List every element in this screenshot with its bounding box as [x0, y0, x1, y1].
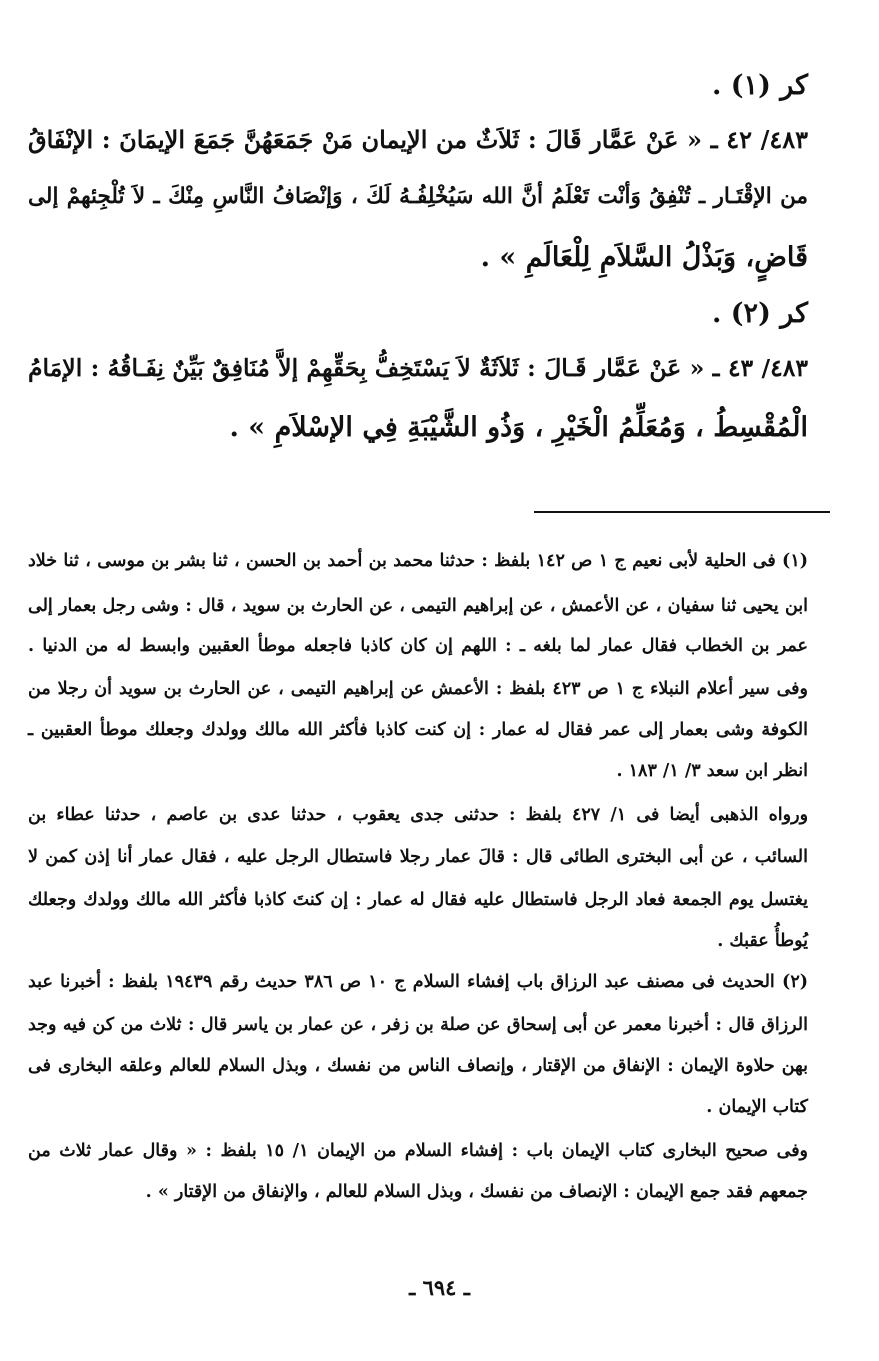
footnote-1-line-7: ورواه الذهبى أيضا فى ١/ ٤٢٧ بلفظ : حدثنى جدى يعقوب ، حدثنا عدى بن عاصم ، حدثنا عطاء بن: [28, 805, 809, 825]
footnote-divider: [534, 511, 830, 513]
footnote-1-line-3: عمر بن الخطاب فقال عمار لما بلغه ـ : اللهم إن كان كاذبا فاجعله موطأ العقبين وابسط له من الدنيا .: [28, 636, 808, 656]
hadith-483-43-line-1: ٤٨٣/ ٤٣ ـ « عَنْ عَمَّار قَـالَ : ثَلاَثَةٌ لاَ يَسْتَخِفُّ بِحَقِّهِمْ إلاَّ مُنَافِقٌ بَيِّنٌ نِفَـاقُهُ : الإمَامُ: [28, 354, 809, 382]
source-note-1: كر (١) .: [711, 70, 808, 101]
hadith-483-42-line-2: من الإقْتَـار ـ تُنْفِقُ وَأنْت تَعْلَمُ أنَّ الله سَيُخْلِفُـهُ لَكَ ، وَإنْصَافُ النَّاسِ مِنْكَ ـ لاَ تُلْجِئهمْ إلى: [28, 184, 808, 209]
footnote-2-line-5: وفى صحيح البخارى كتاب الإيمان باب : إفشاء السلام من الإيمان ١/ ١٥ بلفظ : « وقال عمار ثلاث من: [28, 1141, 809, 1161]
footnote-1-line-9: يغتسل يوم الجمعة فعاد الرجل فاستطال عليه فقال له عمار : إن كنتَ كاذبا فأكثر الله مالك وولدك وجعلك: [28, 890, 808, 910]
footnote-2-line-6: جمعهم فقد جمع الإيمان : الإنصاف من نفسك ، وبذل السلام للعالم ، والإنفاق من الإقتار » .: [145, 1182, 808, 1202]
footnote-2-line-3: بهن حلاوة الإيمان : الإنفاق من الإقتار ، وإنصاف الناس من نفسك ، وبذل السلام للعالم وعلقه البخارى فى: [28, 1056, 808, 1076]
footnote-1-line-10: يُوطأُ عقبك .: [717, 931, 808, 951]
page-number: ـ ٦٩٤ ـ: [409, 1275, 470, 1300]
source-note-2: كر (٢) .: [711, 298, 808, 329]
document-page: [28, 0, 808, 1361]
footnote-1-line-4: وفى سير أعلام النبلاء ج ١ ص ٤٢٣ بلفظ : الأعمش عن إبراهيم التيمى ، عن الحارث بن سويد أن رجلا من: [28, 679, 808, 699]
footnote-1-line-1: (١) فى الحلية لأبى نعيم ج ١ ص ١٤٢ بلفظ : حدثنا محمد بن أحمد بن الحسن ، ثنا بشر بن موسى ، ثنا خلاد: [28, 551, 808, 571]
footnote-2-line-2: الرزاق قال : أخبرنا معمر عن أبى إسحاق عن صلة بن زفر ، عن عمار بن ياسر قال : ثلاث من كن فيه وجد: [28, 1015, 808, 1035]
hadith-483-42-line-3: قَاضٍ، وَبَذْلُ السَّلاَمِ لِلْعَالَمِ » .: [480, 242, 808, 273]
footnote-1-line-2: ابن يحيى ثنا سفيان ، عن الأعمش ، عن إبراهيم التيمى ، عن الحارث بن سويد ، قال : وشى رجل بعمار إلى: [28, 596, 808, 616]
hadith-483-43-line-2: الْمُقْسِطُ ، وَمُعَلِّمُ الْخَيْرِ ، وَذُو الشَّيْبَةِ فِي الإسْلاَمِ » .: [229, 412, 808, 443]
footnote-2-line-1: (٢) الحديث فى مصنف عبد الرزاق باب إفشاء السلام ج ١٠ ص ٣٨٦ حديث رقم ١٩٤٣٩ بلفظ : أخبرنا عبد: [28, 972, 808, 992]
footnote-1-line-5: الكوفة وشى بعمار إلى عمر فقال له عمار : إن كنت كاذبا فأكثر الله مالك وولدك وجعلك موطأ العقبين ـ: [28, 720, 808, 740]
footnote-2-line-4: كتاب الإيمان .: [706, 1097, 808, 1117]
footnote-1-line-8: السائب ، عن أبى البخترى الطائى قال : قالَ عمار رجلا فاستطال الرجل عليه ، فقال عمار أنا إذن كمن لا: [28, 847, 808, 867]
footnote-1-line-6: انظر ابن سعد ٣/ ١/ ١٨٣ .: [616, 761, 808, 781]
hadith-483-42-line-1: ٤٨٣/ ٤٢ ـ « عَنْ عَمَّار قَالَ : ثَلاَثٌ من الإيمان مَنْ جَمَعَهُنَّ جَمَعَ الإيمَانَ : الإنْفَاقُ: [28, 125, 809, 154]
